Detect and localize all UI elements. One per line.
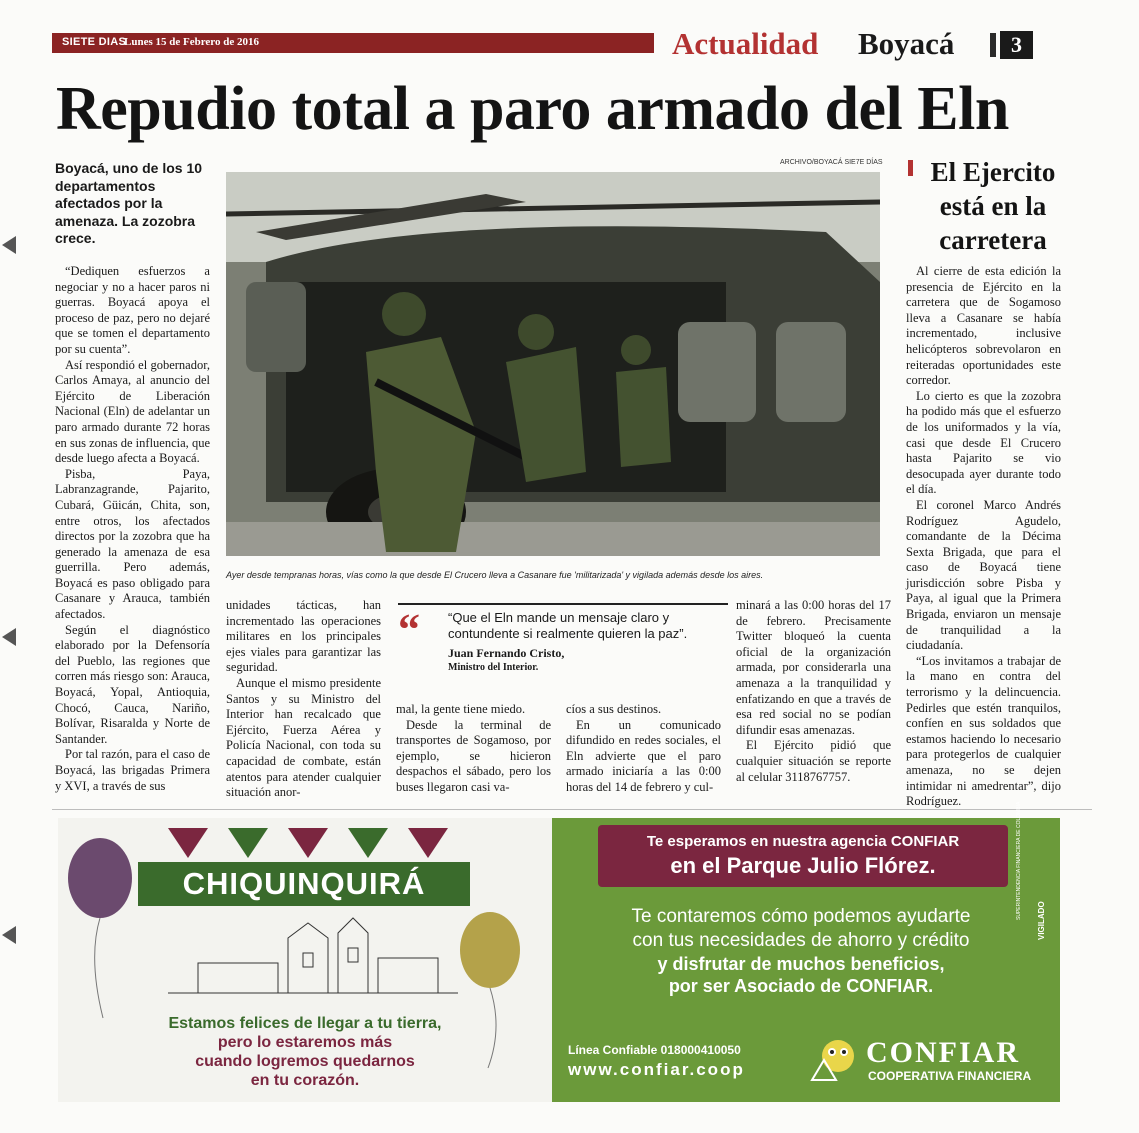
ad-vigilado: VIGILADO [1037,901,1046,940]
binding-tab [2,236,16,254]
paragraph: “Dediquen esfuerzos a negociar y no a hacer paros ni guerras. Boyacá apoya el proceso de paz, pero no dejaré que se tomen el departamento por su cuenta”. [55,264,210,356]
article-column-2 [226,598,381,801]
quote-role: Ministro del Interior. [448,662,539,673]
ad-vigilado-fine: SUPERINTENDENCIA FINANCIERA DE COLOMBIA [1016,801,1022,920]
confiar-logo-icon [808,1030,864,1086]
paragraph: Así respondió el gobernador, Carlos Amaya, al anuncio del Ejército de Liberación Nacional (Eln) de adelantar un paro armado durante 72 horas en sus zonas de influencia, que desde luego afecta a Boyacá. [55,357,210,466]
paragraph: Desde la terminal de transportes de Sogamoso, por ejemplo, se hicieron despachos el sábado, pero los buses llegaron casi va- [396,717,551,794]
ad-banner [598,825,1008,887]
article-column-4 [566,702,721,796]
ad-body-line: Te contaremos cómo podemos ayudarte [631,906,971,927]
paragraph: unidades tácticas, han incrementado las operaciones militares en los principales ejes viales para garantizar las seguridad. [226,598,381,675]
ad-brand: CONFIAR [866,1036,1020,1069]
sidebar-column [906,264,1061,810]
paragraph: En un comunicado difundido en redes sociales, el Eln advierte que el paro armado iniciaría a las 0:00 horas del 14 de febrero y cul- [566,717,721,794]
ad-slogan-line: cuando logremos quedarnos [195,1053,415,1070]
ad-body-line: con tus necesidades de ahorro y crédito [632,930,970,951]
ad-banner-line1: Te esperamos en nuestra agencia CONFIAR [646,833,960,850]
headline: Repudio total a paro armado del Eln [56,75,1009,143]
binding-tab [2,926,16,944]
paragraph: Al cierre de esta edición la presencia de Ejército en la carretera que de Sogamoso lleva a Casanare se había incrementado, inclusive helicópteros sobrevolaron en reiteradas oportunidades este corredor. [906,264,1061,388]
ad-banner-line2: en el Parque Julio Flórez. [670,853,936,878]
ad-slogan-line: en tu corazón. [250,1072,360,1089]
article-column-3 [396,702,551,796]
paragraph: mal, la gente tiene miedo. [396,702,526,716]
issue-date: Lunes 15 de Febrero de 2016 [124,36,259,48]
top-bar [52,33,654,53]
paragraph: Aunque el mismo presidente Santos y su Ministro del Interior han recalcado que Ejército, Fuerza Aérea y Policía Nacional, con toda su capacidad de combate, están atentos para atender cualquier situación anor- [226,675,381,800]
helicopter-illustration [226,172,880,556]
page-number: 3 [1000,31,1033,59]
lede: Boyacá, uno de los 10 departamentos afectados por la amenaza. La zozobra crece. [55,160,203,246]
quote-author: Juan Fernando Cristo, [448,646,565,660]
photo-caption: Ayer desde tempranas horas, vías como la que desde El Crucero lleva a Casanare fue 'militarizada' y vigilada además desde los aires. [226,570,764,580]
ad-brand-sub: COOPERATIVA FINANCIERA [868,1069,1032,1083]
article-column-5 [736,598,891,785]
sidebar-marker [908,160,913,176]
article-column-1 [55,264,210,794]
ad-website: www.confiar.coop [568,1060,745,1079]
section-label: Actualidad [672,26,819,61]
photo-credit: ARCHIVO/BOYACÁ SIE7E DÍAS [780,159,883,166]
pull-quote: “Que el Eln mande un mensaje claro y contundente si realmente quieren la paz”. [448,610,688,641]
ad-body-bold-line: y disfrutar de muchos beneficios, [657,954,945,974]
helicopter-photo [226,172,880,556]
paragraph: Por tal razón, para el caso de Boyacá, las brigadas Primera y XVI, a través de sus [55,747,210,793]
page-marker [990,33,996,57]
divider [52,809,1092,810]
publication-name: SIETE DIAS [62,36,127,48]
ad-body-bold-line: por ser Asociado de CONFIAR. [668,976,934,996]
region-label: Boyacá [858,26,955,61]
ad-town-banner: CHIQUINQUIRÁ [138,862,470,906]
quote-rule [398,603,728,605]
paragraph: “Los invitamos a trabajar de la mano en contra del terrorismo y la delincuencia. Pedirles que estén tranquilos, confíen en sus soldados que estamos haciendo lo necesario para protegerlos de cualquier amenaza, no se dejen intimidar ni amedrentar”, dijo Rodríguez. [906,653,1061,809]
paragraph: Pisba, Paya, Labranzagrande, Pajarito, Cubará, Güicán, Chita, son, entre otros, los afectados directos por la zozobra que ha generado la amenaza de esa guerrilla. Pero además, Boyacá es paso obligado para Casanare y Arauca, también afectados. [55,466,210,622]
ad-hotline: Línea Confiable 018000410050 [568,1043,741,1057]
paragraph: Según el diagnóstico elaborado por la Defensoría del Pueblo, las regiones que corren más riesgo son: Arauca, Boyacá, Yopal, Antioquia, Chocó, Cauca, Nariño, Bolívar, Risaralda y Norte de Santander. [55,622,210,746]
paragraph: cíos a sus destinos. [566,702,662,716]
paragraph: minará a las 0:00 horas del 17 de febrero. Precisamente Twitter bloqueó la cuenta oficial de la organización armada, por considerarla una amenaza a la tranquilidad y enfatizando en que a través de esa red social no se podían difundir esas amenazas. [736,598,891,737]
binding-tab [2,628,16,646]
ad-slogan-line: Estamos felices de llegar a tu tierra, [168,1015,442,1032]
paragraph: El coronel Marco Andrés Rodríguez Agudelo, comandante de la Décima Sexta Brigada, que para el caso de Boyacá tiene jurisdicción sobre Pisba y Paya, al igual que la Primera Brigada, enviaron un mensaje de tranquilidad a la ciudadanía. [906,497,1061,653]
sidebar-title: El Ejercito está en la carretera [930,157,1056,255]
paragraph: Lo cierto es que la zozobra ha podido más que el esfuerzo de los uniformados y la vía, casi que desde El Crucero hasta Pajarito se vio desocupada ayer durante todo el día. [906,388,1061,497]
quote-icon: “ [398,605,420,654]
paragraph: El Ejército pidió que cualquier situación se reporte al celular 3118767757. [736,738,891,784]
ad-slogan-line: pero lo estaremos más [217,1034,393,1051]
